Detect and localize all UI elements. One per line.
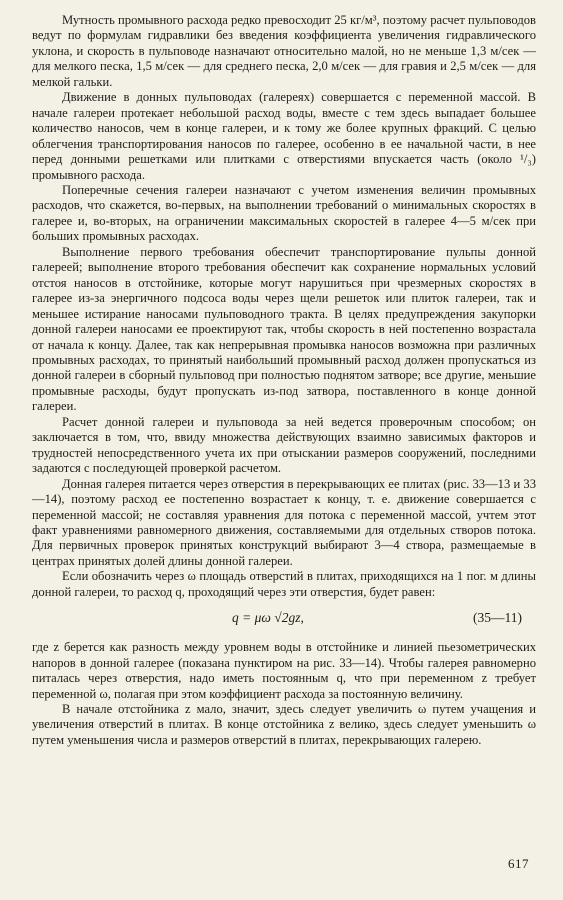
equation-number: (35—11): [473, 610, 522, 626]
paragraph-gallery-feeding: Донная галерея питается через отверстия в перекрывающих ее плитах (рис. 33—13 и 33—14), поэтому расход ее постепенно возрастает к концу, т. е. движение совершается с переменной массой; не составляя уравнения для потока с переменной массой, учтем этот факт уравнениями равномерного движения, составляемыми для отдельных створов потока. Для первичных проверок принятых конструкций выбирают 3—4 створа, размещаемые в центрах принятых долей длины донной галереи.: [32, 476, 536, 568]
discharge-formula: q = μω √2gz,: [232, 610, 304, 626]
paragraph-gallery-motion: Движение в донных пульповодах (галереях) совершается с переменной массой. В начале галереи протекает небольшой расход воды, вместе с тем здесь выпадает большее количество наносов, чем в конце галереи, и к тому же более крупных фракций. С целью облегчения транспортирования наносов по галерее, особенно в ее начальной части, в нее перед донными решетками или плитками с отверстиями впускается часть (около ¹/₃) промывного расхода.: [32, 90, 536, 182]
paragraph-orifice-area: Если обозначить через ω площадь отверстий в плитах, приходящихся на 1 пог. м длины донной галереи, то расход q, проходящий через эти отверстия, будет равен:: [32, 569, 536, 599]
paragraph-sediment-turbidity: Мутность промывного расхода редко превосходит 25 кг/м³, поэтому расчет пульповодов ведут по формулам гидравлики без введения коэффициента увеличения гидравлического уклона, и скорость в пульповоде назначают относительно малой, но не меньше 1,3 м/сек — для мелкого песка, 1,5 м/сек — для среднего песка, 2,0 м/сек — для гравия и 2,5 м/сек — для мелкой гальки.: [32, 13, 536, 89]
page-number: 617: [508, 856, 529, 871]
paragraph-requirements: Выполнение первого требования обеспечит транспортирование пульпы донной галереей; выполнение второго требования обеспечит как сохранение нормальных условий отстоя наносов в отстойнике, которые могут нарушиться при чрезмерных скоростях в галерее из-за энергичного подсоса воды через щели решеток или плиток галереи, так и меньшее истирание наносами пульповодного тракта. В целях предупреждения закупорки донной галереи наносами ее проектируют так, чтобы скорость в ней постепенно возрастала от начала к концу. Далее, так как непрерывная промывка наносов возможна при различных промывных расходах, то принятый наибольший промывный расход должен пропускаться из донной галереи в сборный пульповод при полностью поднятом затворе; все другие, меньшие промывные расходы, будут пропускать из-под затвора, поставленного в конце донной галереи.: [32, 244, 536, 414]
paragraph-formula-explanation: где z берется как разность между уровнем воды в отстойнике и линией пьезометрических напоров в донной галерее (показана пунктиром на рис. 33—14). Чтобы галерея равномерно питалась через отверстия, надо иметь постоянным q, что при переменном z требует переменной ω, полагая при этом коэффициент расхода за постоянную величину.: [32, 640, 536, 701]
paragraph-calculation-method: Расчет донной галереи и пульповода за ней ведется проверочным способом; он заключается в том, что, ввиду множества действующих взаимно зависимых факторов и трудностей непосредственного учета их при отыскании размеров сооружений, последними задаются с последующей проверкой расчетом.: [32, 414, 536, 476]
paragraph-cross-sections: Поперечные сечения галереи назначают с учетом изменения величин промывных расходов, что скажется, во-первых, на выполнении требований о минимальных скоростях в галерее и, во-вторых, на ограничении максимальных скоростей в галерее 4—5 м/сек при больших промывных расходах.: [32, 182, 536, 244]
paragraph-settling-tank: В начале отстойника z мало, значит, здесь следует увеличить ω путем учащения и увеличения отверстий в плитах. В конце отстойника z велико, здесь следует уменьшить ω путем уменьшения числа и размеров отверстий в плитах, перекрывающих галерею.: [32, 702, 536, 747]
formula-row: [32, 600, 536, 640]
